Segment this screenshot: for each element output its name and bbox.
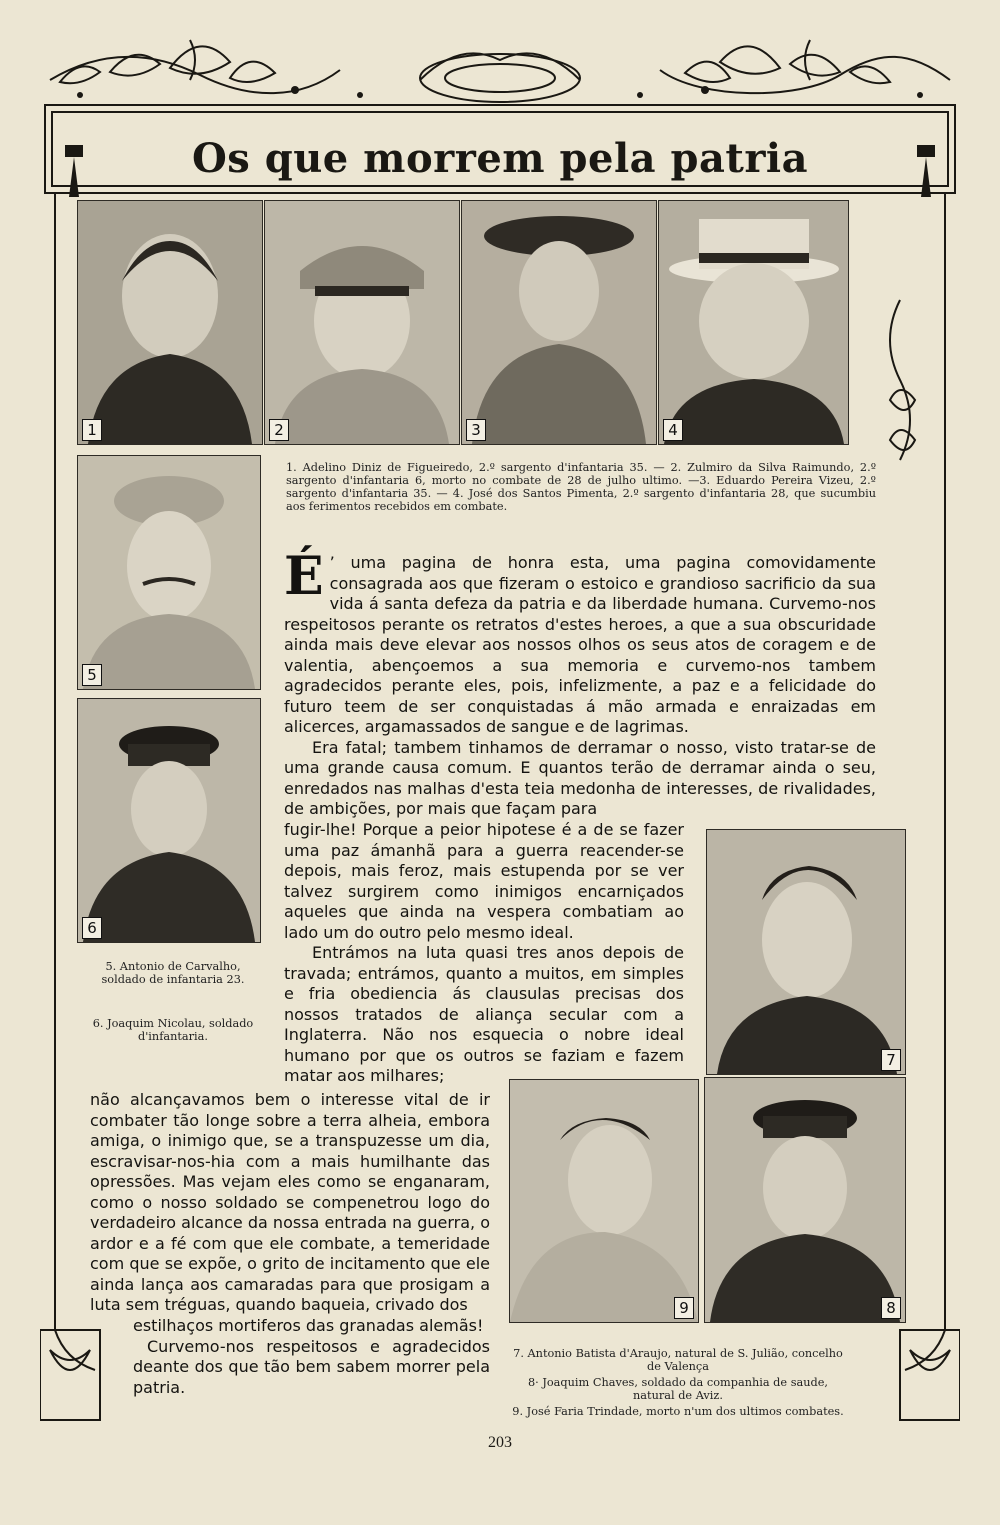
portrait-photo-9 [509,1079,699,1323]
portrait-image [462,201,656,444]
article-paragraph-3c: estilhaços mortiferos das granadas alemãs! [133,1316,484,1335]
photo-number-label: 6 [82,917,102,939]
portrait-image [707,830,905,1074]
page-title: Os que morrem pela patria [191,135,809,182]
portrait-image [78,699,260,942]
page-number: 203 [488,1434,512,1451]
portrait-photo-8 [704,1077,906,1323]
article-paragraph-3a: Entrámos na luta quasi tres anos depois de travada; entrámos, quanto a muitos, em simples e fria obediencia ás clausulas precisas dos nossos tratados de aliança secular com a Inglaterra. Não nos esquecia o nobre ideal humano por que os outros se faziam e fazem matar aos milhares; [284,943,684,1085]
drop-cap: É [284,546,324,607]
portrait-photo-5 [77,455,261,690]
photo-number-label: 8 [881,1297,901,1319]
article-paragraph-3b: não alcançavamos bem o interesse vital de ir combater tão longe sobre a terra alheia, embora amiga, o inimigo que, se a transpuzesse um dia, escravisar-nos-hia com a mais humilhante das opressões. Mas vejam eles como se enganaram, como o nosso soldado se compenetrou logo do verdadeiro alcance da nossa entrada na guerra, o ardor e a fé com que ele combate, a temeridade com que se expõe, o grito de incitamento que ele ainda lança aos camaradas para que prosigam a luta sem tréguas, quando baqueia, crivado dos [90,1090,490,1314]
article-block-4 [133,1316,490,1398]
portrait-photo-7 [706,829,906,1075]
portrait-photo-1 [77,200,263,445]
photo-number-label: 7 [881,1049,901,1071]
caption-top: 1. Adelino Diniz de Figueiredo, 2.º sargento d'infantaria 35. — 2. Zulmiro da Silva Raimundo, 2.º sargento d'infantaria 6, morto no combate de 28 de julho ultimo. —3. Eduardo Pereira Vizeu, 2.º sargento d'infantaria 35. — 4. José dos Santos Pimenta, 2.º sargento d'infantaria 28, que sucumbiu aos ferimentos recebidos em combate. [286,461,876,513]
portrait-image [705,1078,905,1322]
portrait-image [78,456,260,689]
photo-number-label: 3 [466,419,486,441]
article-block-2 [284,820,684,1087]
portrait-image [265,201,459,444]
caption-6: 6. Joaquim Nicolau, soldado d'infantaria. [92,1017,254,1043]
caption-8: 8· Joaquim Chaves, soldado da companhia de saude, natural de Aviz. [527,1376,829,1402]
portrait-image [510,1080,698,1322]
portrait-photo-2 [264,200,460,445]
portrait-image [659,201,848,444]
article-block-1 [284,546,876,820]
article-paragraph-2b: fugir-lhe! Porque a peior hipotese é a de se fazer uma paz ámanhã para a guerra reacender-se depois, mais feroz, mais estupenda por se ver talvez surgirem como inimigos encarniçados aqueles que ainda na vespera combatiam ao lado um do outro pelo mesmo ideal. [284,820,684,942]
photo-number-label: 1 [82,419,102,441]
caption-9: 9. José Faria Trindade, morto n'um dos ultimos combates. [512,1405,844,1418]
photo-number-label: 5 [82,664,102,686]
photo-number-label: 4 [663,419,683,441]
photo-number-label: 9 [674,1297,694,1319]
floral-header-ornament [40,20,960,110]
portrait-photo-4 [658,200,849,445]
article-paragraph-4: Curvemo-nos respeitosos e agradecidos deante dos que tão bem sabem morrer pela patria. [133,1336,490,1397]
caption-5: 5. Antonio de Carvalho, soldado de infantaria 23. [101,960,245,986]
photo-number-label: 2 [269,419,289,441]
portrait-photo-6 [77,698,261,943]
article-block-3 [90,1090,490,1316]
article-paragraph-2a: Era fatal; tambem tinhamos de derramar o nosso, visto tratar-se de uma grande causa comum. E quantos terão de derramar ainda o seu, enredados nas malhas d'esta teia medonha de interesses, de rivalidades, de ambições, por mais que façam para [284,737,876,818]
article-paragraph-1: É ’ uma pagina de honra esta, uma pagina comovidamente consagrada aos que fizeram o estoico e grandioso sacrificio da sua vida á santa defeza da patria e da liberdade humana. Curvemo-nos respeitosos perante os retratos d'estes heroes, a que a sua obscuridade ainda mais deve elevar aos nossos olhos os seus atos de coragem e de valentia, abençoemos a sua memoria e curvemo-nos tambem agradecidos perante eles, pois, infelizmente, a paz e a felicidade do futuro teem de ser conquistadas á mão armada e enraizadas em alicerces, argamassados de sangue e de lagrimas. [284,546,876,736]
portrait-image [78,201,262,444]
caption-7: 7. Antonio Batista d'Araujo, natural de S. Julião, concelho de Valença [513,1347,843,1373]
portrait-photo-3 [461,200,657,445]
